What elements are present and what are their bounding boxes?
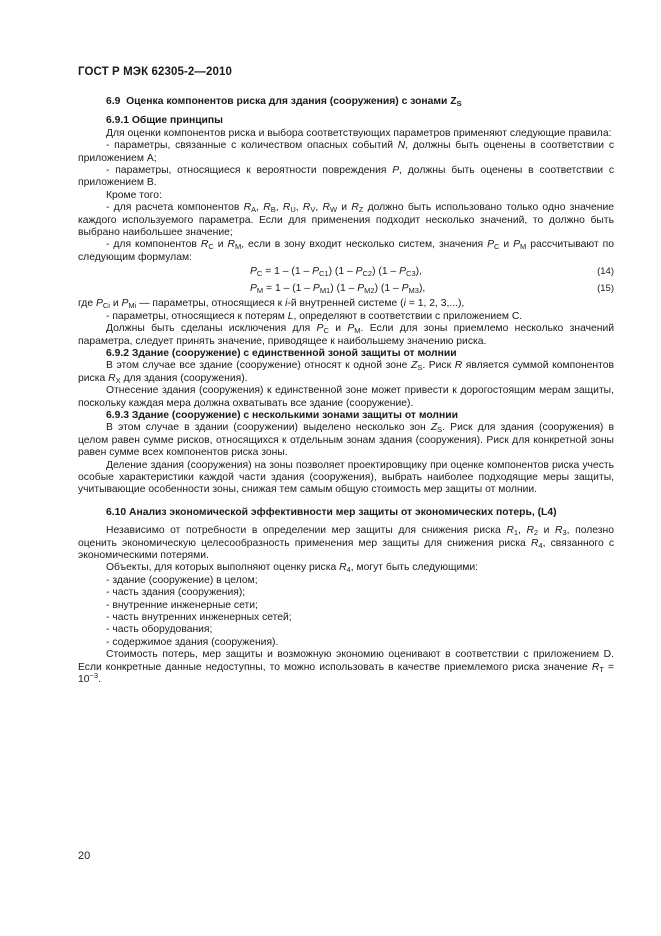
- formula-15: $P_M = 1 - (1 - P_{M1})$ $(1 - P_{M2})$ $(1 - P_{M3})$, (15): [250, 283, 614, 296]
- page-content: [78, 96, 614, 686]
- list-item: - внутренние инженерные сети;: [106, 599, 258, 611]
- bullet-item: - параметры, связанные с количеством опасных событий N, должны быть оценены в соответствии с приложением А;: [78, 140, 614, 164]
- list-item: - часть внутренних инженерных сетей;: [106, 612, 292, 624]
- list-item: - часть здания (сооружения);: [106, 587, 246, 599]
- bullet-item: - параметры, относящиеся к потерям L, определяют в соответствии с приложением С.: [106, 310, 523, 322]
- list-item: - здание (сооружение) в целом;: [106, 574, 258, 586]
- formula-14: $P_C = 1 - (1 - P_{C1})$ $(1 - P_{C2})$ $(1 - P_{C3})$, (14): [250, 266, 614, 279]
- standard-header: ГОСТ Р МЭК 62305-2—2010: [78, 66, 232, 78]
- page-number: 20: [78, 850, 91, 862]
- paragraph: Деление здания (сооружения) на зоны позволяет проектировщику при оценке компонентов риска учесть особые характеристики каждой части здания (сооружения), выбрать наиболее подходящие меры защиты, учитывающие особенности зоны, снижая тем самым общую стоимость мер защиты от молнии.: [78, 459, 614, 496]
- list-item: - содержимое здания (сооружения).: [106, 636, 279, 648]
- paragraph: Должны быть сделаны исключения для $P_C$ и $P_M$. Если для зоны приемлемо несколько значений параметра, следует принять значение, приводящее к наибольшему значению риска.: [78, 323, 615, 347]
- section-6-9-3-heading: 6.9.3 Здание (сооружение) с несколькими зонами защиты от молнии: [106, 409, 458, 421]
- bullet-item: - для компонентов $R_C$ и $R_M$, если в зону входит несколько систем, значения $P_C$ и $P_M$ рассчитывают по следующим формулам:: [78, 239, 615, 263]
- paragraph: Кроме того:: [106, 189, 162, 201]
- paragraph: Независимо от потребности в определении мер защиты для снижения риска $R_1$, $R_2$ и $R_3$, полезно оценить экономическую целесообразность применения мер защиты для снижения риска $R_4$, связанного с экономическими потерями.: [78, 525, 615, 561]
- section-6-9-heading: 6.9 Оценка компонентов риска для здания (сооружения) с зонами $Z_S$: [106, 96, 462, 108]
- paragraph: Отнесение здания (сооружения) к единственной зоне может привести к дорогостоящим мерам защиты, поскольку каждая мера должна охватывать все здание (сооружение).: [78, 385, 614, 409]
- formula-number: (14): [597, 266, 614, 278]
- section-6-10-heading: 6.10 Анализ экономической эффективности мер защиты от экономических потерь, (L4): [106, 506, 557, 518]
- list-item: - часть оборудования;: [106, 624, 213, 636]
- where-clause: где $P_{Ci}$ и $P_{Mi}$ — параметры, относящиеся к i-й внутренней системе (i = 1, 2, 3,...),: [78, 298, 465, 311]
- paragraph: Для оценки компонентов риска и выбора соответствующих параметров применяют следующие правила:: [106, 127, 612, 139]
- formula-number: (15): [597, 283, 614, 295]
- section-6-9-1-heading: 6.9.1 Общие принципы: [106, 115, 223, 127]
- paragraph: Объекты, для которых выполняют оценку риска $R_4$, могут быть следующими:: [106, 562, 479, 575]
- section-6-9-2-heading: 6.9.2 Здание (сооружение) с единственной зоной защиты от молнии: [106, 347, 457, 359]
- bullet-item: - для расчета компонентов $R_A$, $R_B$, $R_U$, $R_V$, $R_W$ и $R_Z$ должно быть использовано только одно значение каждого используемого параметра. Если для применения подходит несколько значений, то должно быть выбрано наибольшее значение;: [78, 202, 615, 239]
- paragraph: Стоимость потерь, мер защиты и возможную экономию оценивают в соответствии с приложением D. Если конкретные данные недоступны, то можно использовать в качестве приемлемого риска значение $R_T = 10^{-3}$.: [78, 649, 614, 686]
- bullet-item: - параметры, относящиеся к вероятности повреждения P, должны быть оценены в соответствии с приложением В.: [78, 165, 614, 189]
- paragraph: В этом случае в здании (сооружении) выделено несколько зон $Z_S$. Риск для здания (сооружения) в целом равен сумме рисков, относящихся к отдельным зонам здания (сооружения). Риск для конкретной зоны равен сумме всех компонентов риска зоны.: [78, 422, 614, 459]
- paragraph: В этом случае все здание (сооружение) относят к одной зоне $Z_S$. Риск R является суммой компонентов риска $R_X$ для здания (сооружения).: [78, 360, 615, 385]
